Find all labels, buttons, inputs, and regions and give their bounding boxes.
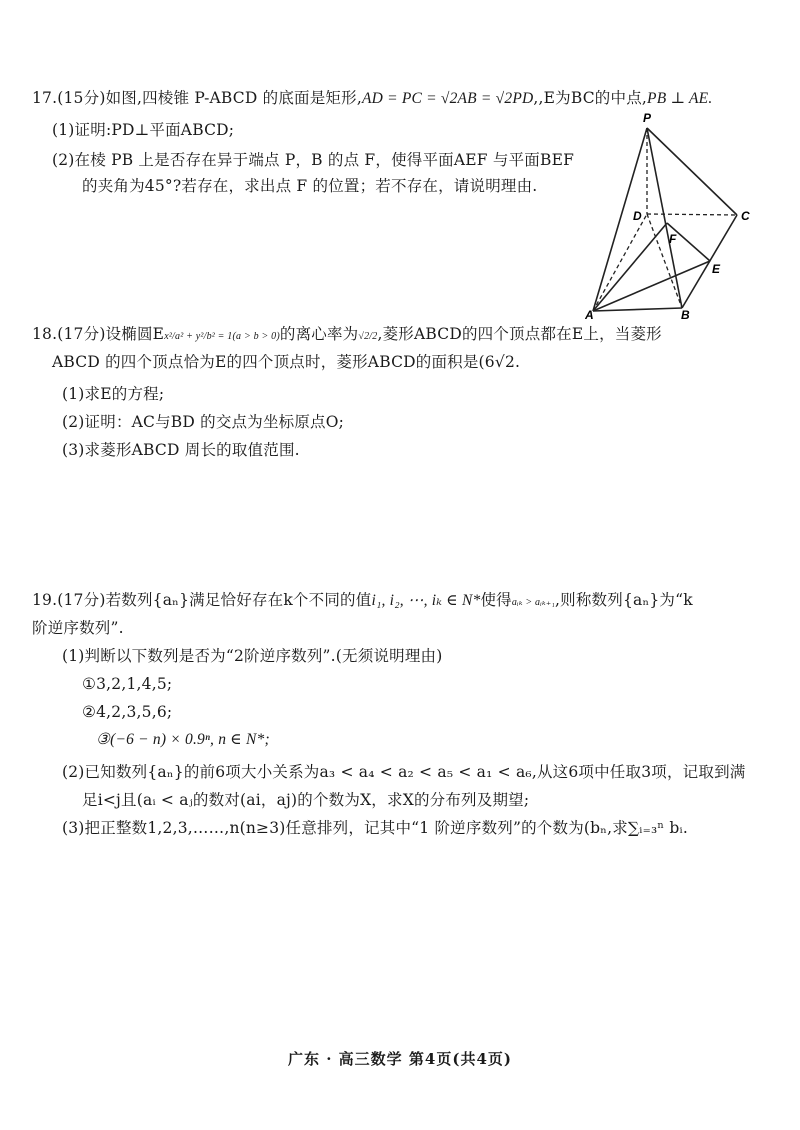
q19-item2: ②4,2,3,5,6; xyxy=(82,703,173,721)
q19-stem-text-a: 19.(17分)若数列{aₙ}满足恰好存在k个不同的值 xyxy=(32,591,372,609)
q19-part2-line1: (2)已知数列{aₙ}的前6项大小关系为a₃ < a₄ < a₂ < a₅ < a₁ < a₆,从这6项中任取3项，记取到满 xyxy=(62,763,746,781)
label-B: B xyxy=(681,308,690,320)
edge-AE xyxy=(593,261,710,311)
q18-part3: (3)求菱形ABCD 周长的取值范围. xyxy=(62,441,300,459)
q17-part1: (1)证明:PD⊥平面ABCD; xyxy=(52,121,235,139)
q18-part1: (1)求E的方程; xyxy=(62,385,165,403)
q17-part2-line2: 的夹角为45°?若存在，求出点 F 的位置；若不存在，请说明理由. xyxy=(82,177,538,195)
q19-item1: ①3,2,1,4,5; xyxy=(82,675,173,693)
q19-part2-line2: 足i<j且(aᵢ < aⱼ的数对(ai，aj)的个数为X，求X的分布列及期望; xyxy=(82,791,530,809)
label-E: E xyxy=(712,262,721,276)
edge-PC xyxy=(647,128,737,215)
q17-stem-math2: PB ⊥ AE. xyxy=(647,90,713,107)
q18-stem-text-b: 的离心率为 xyxy=(279,325,359,343)
q18-stem xyxy=(32,324,662,347)
q19-stem xyxy=(32,590,693,613)
edge-DB xyxy=(647,214,682,308)
q17-stem-text-a: 17.(15分)如图,四棱锥 P-ABCD 的底面是矩形, xyxy=(32,89,362,107)
q19-part1: (1)判断以下数列是否为“2阶逆序数列”.(无须说明理由) xyxy=(62,647,443,665)
edge-AB xyxy=(593,308,682,311)
q18-stem-text-c: ,菱形ABCD的四个顶点都在E上，当菱形 xyxy=(377,325,662,343)
q19-inequality: aᵢₖ > aᵢₖ₊₁ xyxy=(511,597,556,608)
page-footer: 广东 · 高三数学 第4页(共4页) xyxy=(288,1050,512,1068)
q17-stem xyxy=(32,88,712,109)
q18-stem-line2: ABCD 的四个顶点恰为E的四个顶点时，菱形ABCD的面积是(6√2. xyxy=(52,353,521,371)
q19-stem-line2: 阶逆序数列”. xyxy=(32,619,124,637)
label-D: D xyxy=(633,209,642,223)
label-C: C xyxy=(741,209,750,223)
q18-stem-text-a: 18.(17分)设椭圆E xyxy=(32,325,165,343)
label-A: A xyxy=(585,308,594,320)
q17-part2-line1: (2)在棱 PB 上是否存在异于端点 P，B 的点 F，使得平面AEF 与平面BEF xyxy=(52,151,575,169)
q17-stem-math: AD = PC = √2AB = √2PD xyxy=(361,90,534,107)
pyramid-figure xyxy=(585,108,760,320)
q19-stem-text-b: 使得 xyxy=(480,591,512,609)
q19-part3: (3)把正整数1,2,3,……,n(n≥3)任意排列，记其中“1 阶逆序数列”的个数为(bₙ,求∑ᵢ₌₃ⁿ bᵢ. xyxy=(62,819,688,837)
edge-AD xyxy=(593,214,647,311)
q17-stem-text-b: ,,E为BC的中点, xyxy=(533,89,648,107)
q19-index-set: i₁, i₂, ⋯, iₖ ∈ N* xyxy=(371,592,481,609)
q19-item3: ③(−6 − n) × 0.9ⁿ, n ∈ N*; xyxy=(96,731,270,748)
edge-DC xyxy=(647,214,737,215)
q18-ellipse-equation: x²/a² + y²/b² = 1(a > b > 0) xyxy=(164,331,280,342)
q18-part2: (2)证明：AC与BD 的交点为坐标原点O; xyxy=(62,413,345,431)
q18-eccentricity: √2/2 xyxy=(358,331,378,342)
label-P: P xyxy=(643,111,652,125)
label-F: F xyxy=(669,232,677,246)
q19-stem-text-c: ,则称数列{aₙ}为“k xyxy=(555,591,693,609)
